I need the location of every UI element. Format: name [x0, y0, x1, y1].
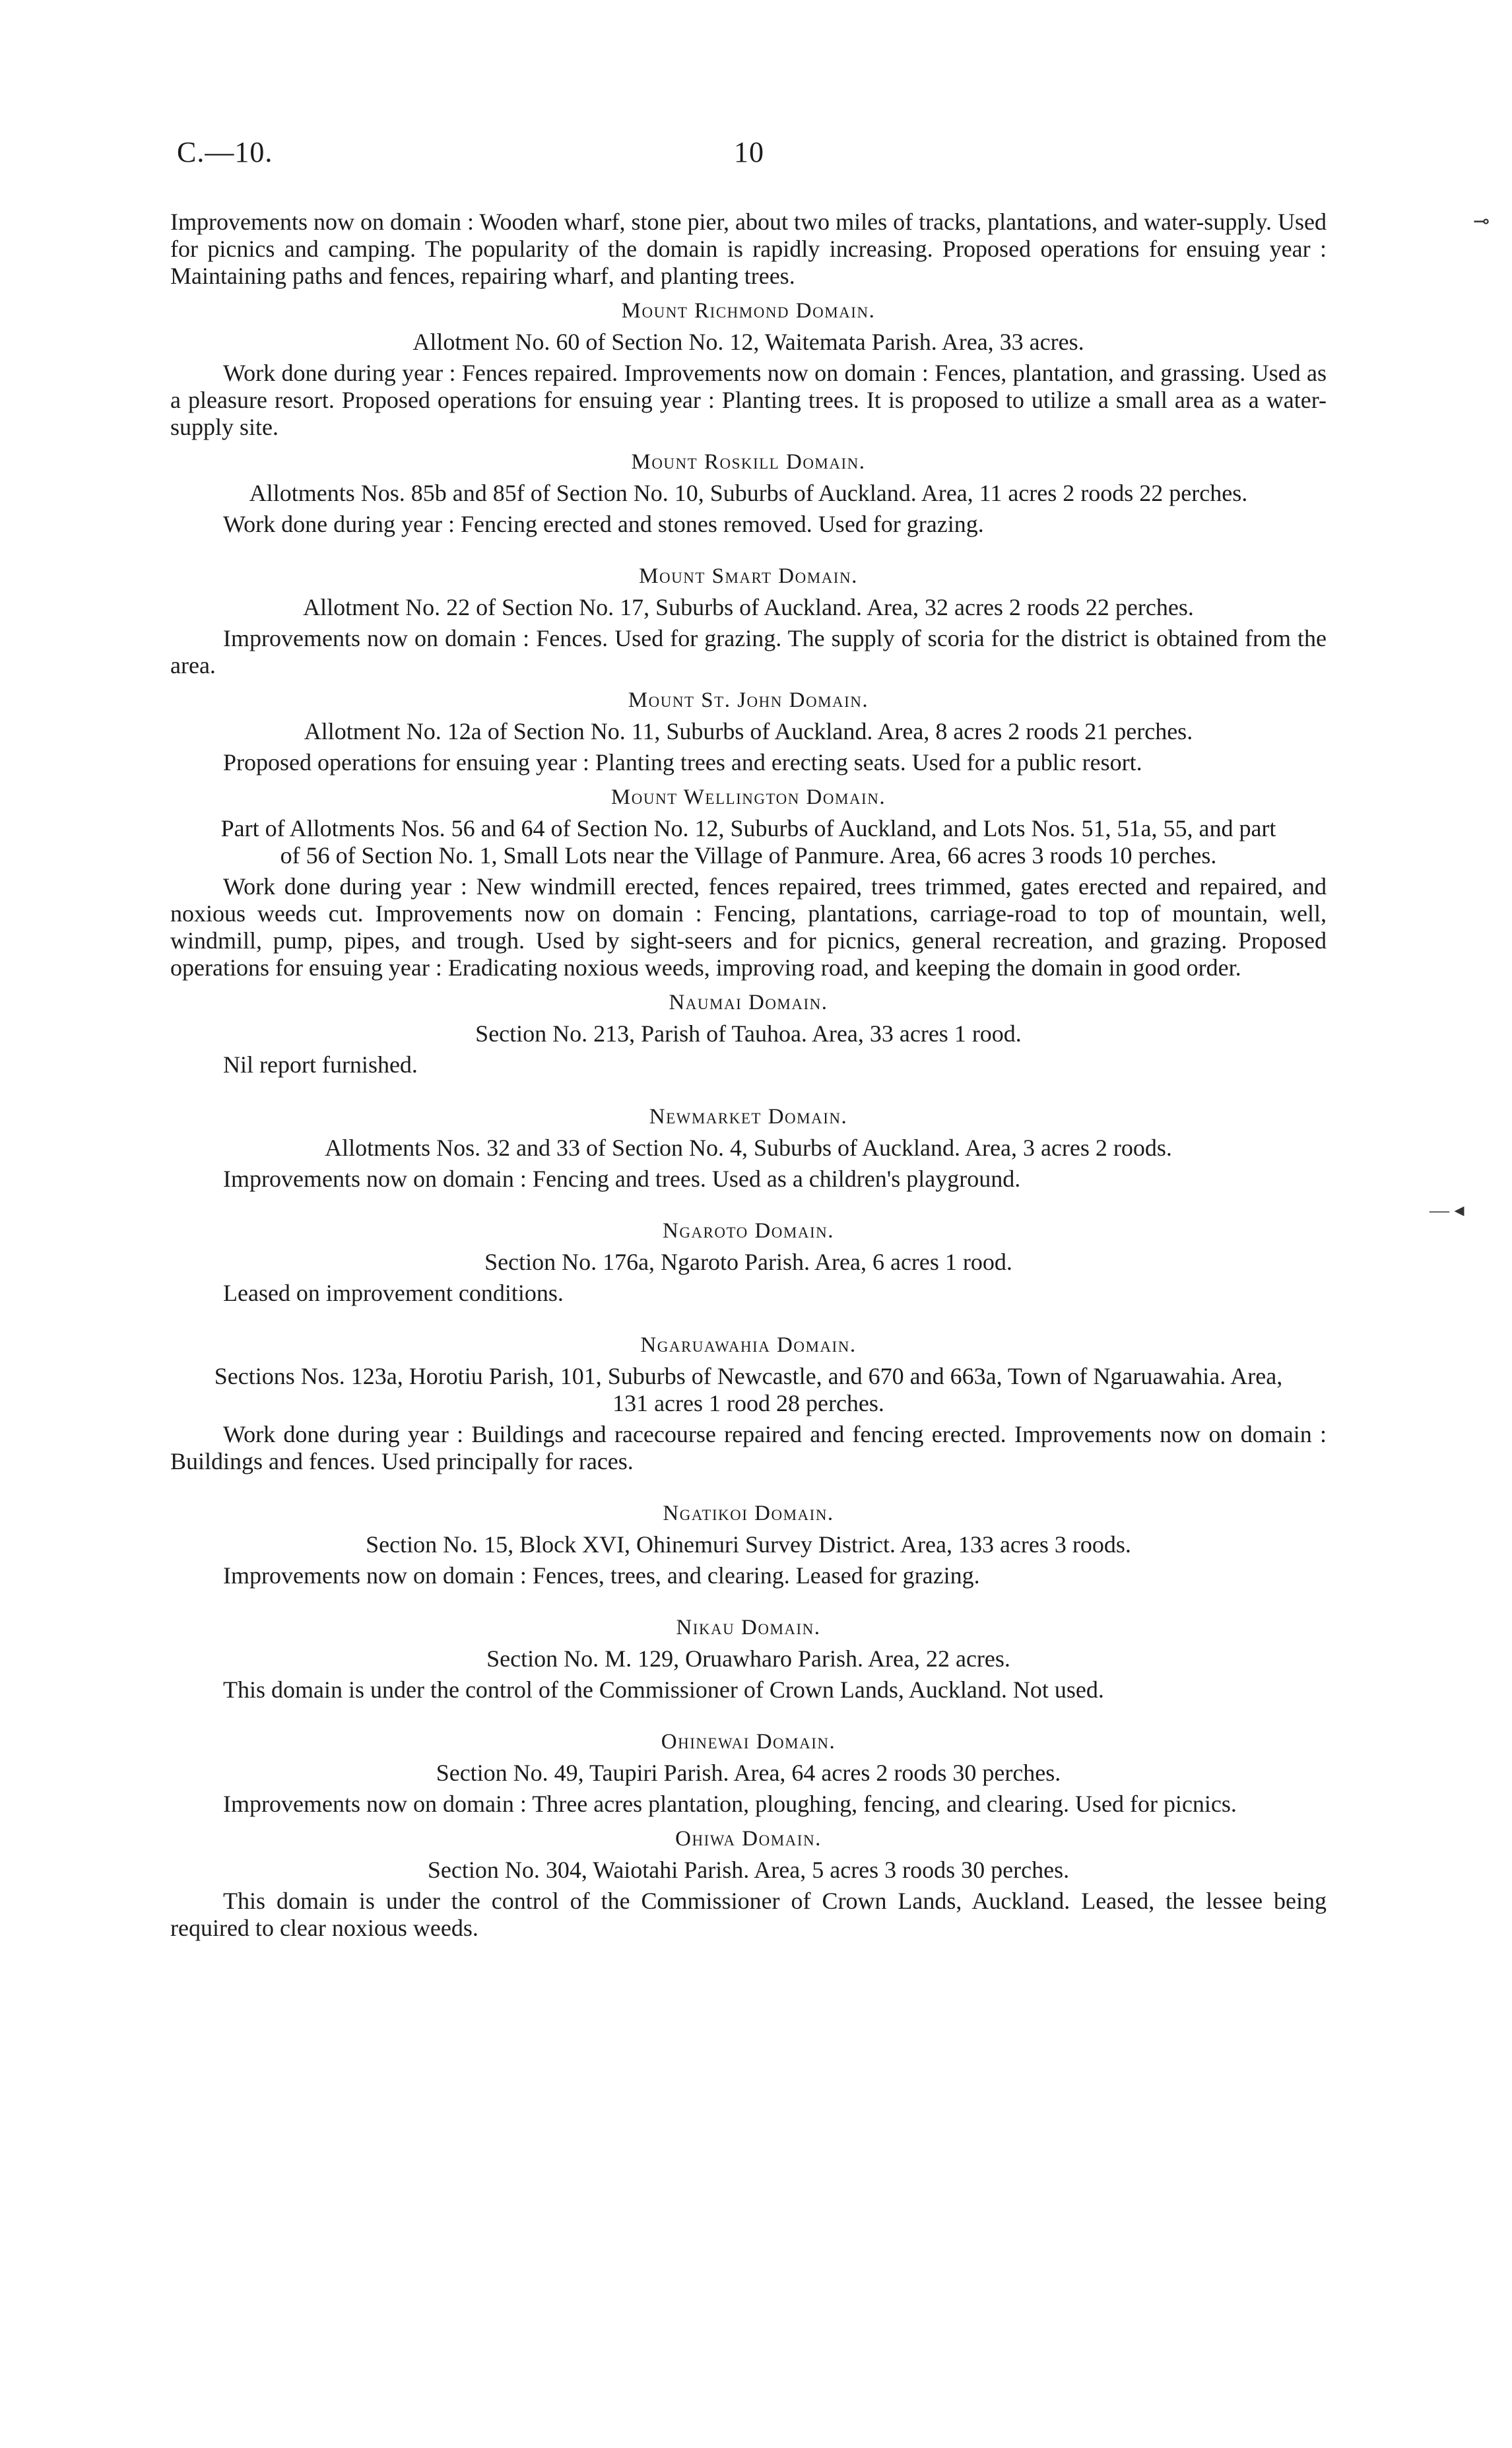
section-allotment: Allotments Nos. 85b and 85f of Section No. 10, Suburbs of Auckland. Area, 11 acres 2 roods 22 perches. — [249, 480, 1248, 506]
section-paragraph: Improvements now on domain : Fences, trees, and clearing. Leased for grazing. — [223, 1562, 980, 1589]
section-paragraph: Work done during year : Fences repaired. Improvements now on domain : Fences, plantation, and grassing. Used as a pleasure resort. Proposed operations for ensuing year : Planting trees. It is proposed to utilize a small area as a water-supply site. — [170, 360, 1327, 440]
domain-section — [170, 298, 1327, 441]
domain-section — [170, 1826, 1327, 1942]
section-paragraph: This domain is under the control of the Commissioner of Crown Lands, Auckland. Leased, the lessee being required to clear noxious weeds. — [170, 1888, 1327, 1941]
section-title: Mount Roskill Domain. — [631, 450, 866, 474]
domain-section — [170, 449, 1327, 538]
section-spacer — [170, 538, 1327, 555]
domain-section — [170, 784, 1327, 981]
section-spacer — [170, 1078, 1327, 1096]
section-paragraph: Work done during year : New windmill erected, fences repaired, trees trimmed, gates erected and repaired, and noxious weeds cut. Improvements now on domain : Fencing, plantations, carriage-road to top of mountain, well, windmill, pump, pipes, and trough. Used by sight-seers and for picnics, general recreation, and grazing. Proposed operations for ensuing year : Eradicating noxious weeds, improving road, and keeping the domain in good order. — [170, 873, 1327, 981]
section-spacer — [170, 1589, 1327, 1606]
section-allotment: Section No. 304, Waiotahi Parish. Area, 5 acres 3 roods 30 perches. — [427, 1857, 1070, 1883]
section-title: Ohiwa Domain. — [675, 1827, 822, 1851]
section-allotment: Sections Nos. 123a, Horotiu Parish, 101, Suburbs of Newcastle, and 670 and 663a, Town of Ngaruawahia. Area, 131 acres 1 rood 28 perches. — [214, 1363, 1283, 1416]
section-title: Newmarket Domain. — [649, 1105, 848, 1129]
section-paragraph: Work done during year : Fencing erected and stones removed. Used for grazing. — [223, 511, 984, 537]
section-allotment: Section No. 213, Parish of Tauhoa. Area, 33 acres 1 rood. — [475, 1020, 1022, 1047]
domain-section — [170, 1104, 1327, 1193]
section-spacer — [170, 1475, 1327, 1492]
section-allotment: Allotment No. 22 of Section No. 17, Suburbs of Auckland. Area, 32 acres 2 roods 22 perches. — [303, 594, 1194, 620]
section-title: Ngaroto Domain. — [662, 1219, 835, 1243]
page-body — [170, 209, 1327, 1942]
domain-sections — [170, 298, 1327, 1942]
section-paragraph: Improvements now on domain : Fences. Used for grazing. The supply of scoria for the district is obtained from the area. — [170, 625, 1327, 678]
domain-section — [170, 687, 1327, 776]
section-spacer — [170, 1193, 1327, 1210]
section-paragraph: Leased on improvement conditions. — [223, 1280, 564, 1306]
report-reference: C.—10. — [177, 136, 273, 168]
section-allotment: Part of Allotments Nos. 56 and 64 of Section No. 12, Suburbs of Auckland, and Lots Nos. 51, 51a, 55, and part of 56 of Section No. 1, Small Lots near the Village of Panmure. Area, 66 acres 3 roods 10 perches. — [220, 815, 1276, 869]
domain-section — [170, 1729, 1327, 1818]
section-title: Mount St. John Domain. — [628, 688, 869, 712]
section-title: Ngatikoi Domain. — [663, 1502, 834, 1525]
page-number: 10 — [734, 136, 764, 168]
section-allotment: Section No. M. 129, Oruawharo Parish. Area, 22 acres. — [486, 1645, 1010, 1672]
section-title: Naumai Domain. — [669, 991, 828, 1014]
section-allotment: Section No. 49, Taupiri Parish. Area, 64 acres 2 roods 30 perches. — [436, 1760, 1061, 1786]
section-title: Nikau Domain. — [676, 1616, 821, 1639]
section-title: Mount Richmond Domain. — [621, 299, 876, 323]
margin-mark: ⊸ — [1473, 211, 1490, 232]
section-paragraph: This domain is under the control of the Commissioner of Crown Lands, Auckland. Not used. — [223, 1676, 1104, 1703]
section-allotment: Allotment No. 12a of Section No. 11, Suburbs of Auckland. Area, 8 acres 2 roods 21 perches. — [304, 718, 1193, 744]
section-paragraph: Improvements now on domain : Three acres plantation, ploughing, fencing, and clearing. Used for picnics. — [223, 1791, 1237, 1817]
section-title: Ohinewai Domain. — [661, 1730, 836, 1754]
section-allotment: Section No. 15, Block XVI, Ohinemuri Survey District. Area, 133 acres 3 roods. — [366, 1531, 1131, 1558]
section-title: Ngaruawahia Domain. — [640, 1333, 857, 1357]
section-title: Mount Smart Domain. — [639, 564, 858, 588]
section-title: Mount Wellington Domain. — [610, 785, 886, 809]
margin-mark: — ◂ — [1430, 1199, 1464, 1221]
section-allotment: Allotments Nos. 32 and 33 of Section No. 4, Suburbs of Auckland. Area, 3 acres 2 roods. — [325, 1135, 1172, 1161]
section-paragraph: Nil report furnished. — [223, 1051, 418, 1078]
section-spacer — [170, 1307, 1327, 1324]
intro-paragraph: Improvements now on domain : Wooden wharf, stone pier, about two miles of tracks, plantations, and water-supply. Used for picnics and camping. The popularity of the domain is rapidly increasing. Proposed operations for ensuing year : Maintaining paths and fences, repairing wharf, and planting trees. — [170, 209, 1327, 289]
section-spacer — [170, 1704, 1327, 1721]
domain-section — [170, 1614, 1327, 1704]
domain-section — [170, 563, 1327, 679]
domain-section — [170, 1218, 1327, 1307]
domain-section — [170, 989, 1327, 1078]
section-paragraph: Improvements now on domain : Fencing and trees. Used as a children's playground. — [223, 1166, 1021, 1192]
section-paragraph: Proposed operations for ensuing year : Planting trees and erecting seats. Used for a public resort. — [223, 749, 1142, 776]
domain-section — [170, 1500, 1327, 1589]
section-allotment: Section No. 176a, Ngaroto Parish. Area, 6 acres 1 rood. — [484, 1249, 1012, 1275]
domain-section — [170, 1332, 1327, 1475]
section-allotment: Allotment No. 60 of Section No. 12, Waitemata Parish. Area, 33 acres. — [412, 329, 1084, 355]
section-paragraph: Work done during year : Buildings and racecourse repaired and fencing erected. Improvements now on domain : Buildings and fences. Used principally for races. — [170, 1421, 1327, 1474]
